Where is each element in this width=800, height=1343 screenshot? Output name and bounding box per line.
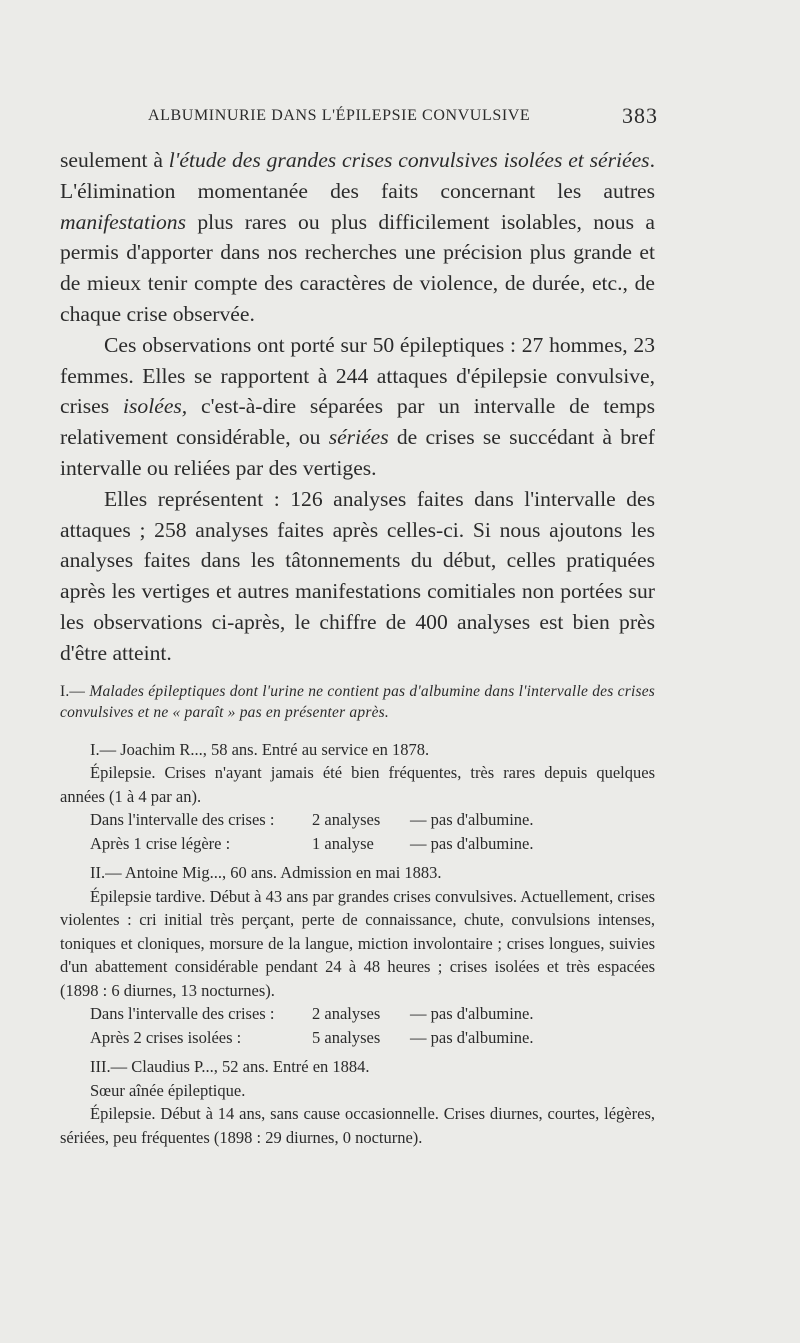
case-2-description: Épilepsie tardive. Début à 43 ans par grandes crises convulsives. Actuellement, crises violentes : cri initial très perçant, perte de connaissance, chute, convulsions intenses, toniques et cloniques, morsure de la langue, miction involontaire ; crises longues, suivies d'un abattement considérable pendant 24 à 48 heures ; crises isolées et très espacées (1898 : 6 diurnes, 13 nocturnes).: [60, 886, 655, 1000]
section-heading: I.— Malades épileptiques dont l'urine ne contient pas d'albumine dans l'intervalle des crises convulsives et ne « paraît » pas en présenter après.: [60, 682, 656, 722]
case-1-description: Épilepsie. Crises n'ayant jamais été bien fréquentes, très rares depuis quelques années (1 à 4 par an).: [60, 763, 655, 806]
running-title: ALBUMINURIE DANS L'ÉPILEPSIE CONVULSIVE: [148, 107, 531, 124]
case-1-result-1: Dans l'intervalle des crises : 2 analyses — pas d'albumine.: [90, 810, 534, 830]
case-list: [60, 738, 655, 1150]
case-3-title: III.— Claudius P..., 52 ans. Entré en 1884.: [90, 1057, 370, 1077]
paragraph-1: seulement à l'étude des grandes crises convulsives isolées et sériées. L'élimination momentanée des faits concernant les autres manifestations plus rares ou plus difficilement isolables, nous a permis d'apporter dans nos recherches une précision plus grande et de mieux tenir compte des caractères de violence, de durée, etc., de chaque crise observée.: [60, 148, 655, 326]
case-1-title: I.— Joachim R..., 58 ans. Entré au service en 1878.: [90, 739, 430, 759]
paragraph-2: Ces observations ont porté sur 50 épileptiques : 27 hommes, 23 femmes. Elles se rapportent à 244 attaques d'épilepsie convulsive, crises isolées, c'est-à-dire séparées par un intervalle de temps relativement considérable, ou sériées de crises se succédant à bref intervalle ou reliées par des vertiges.: [60, 332, 655, 480]
paragraph-3: Elles représentent : 126 analyses faites dans l'intervalle des attaques ; 258 analyses faites après celles-ci. Si nous ajoutons les analyses faites dans les tâtonnements du début, celles pratiquées après les vertiges et autres manifestations comitiales non portées sur les observations ci-après, le chiffre de 400 analyses est bien près d'être atteint.: [60, 486, 655, 665]
case-3-note: Sœur aînée épileptique.: [90, 1080, 246, 1100]
intro-text: [60, 145, 655, 669]
case-1-result-2: Après 1 crise légère : 1 analyse — pas d'albumine.: [90, 833, 534, 853]
page-number: 383: [622, 103, 658, 128]
page-header: [148, 103, 658, 133]
case-2-result-2: Après 2 crises isolées : 5 analyses — pas d'albumine.: [90, 1027, 534, 1047]
case-2-title: II.— Antoine Mig..., 60 ans. Admission en mai 1883.: [90, 863, 442, 883]
case-2-result-1: Dans l'intervalle des crises : 2 analyses — pas d'albumine.: [90, 1004, 534, 1024]
page-body: [60, 145, 655, 1149]
case-3-description: Épilepsie. Début à 14 ans, sans cause occasionnelle. Crises diurnes, courtes, légères, sériées, peu fréquentes (1898 : 29 diurnes, 0 nocturne).: [60, 1104, 655, 1147]
